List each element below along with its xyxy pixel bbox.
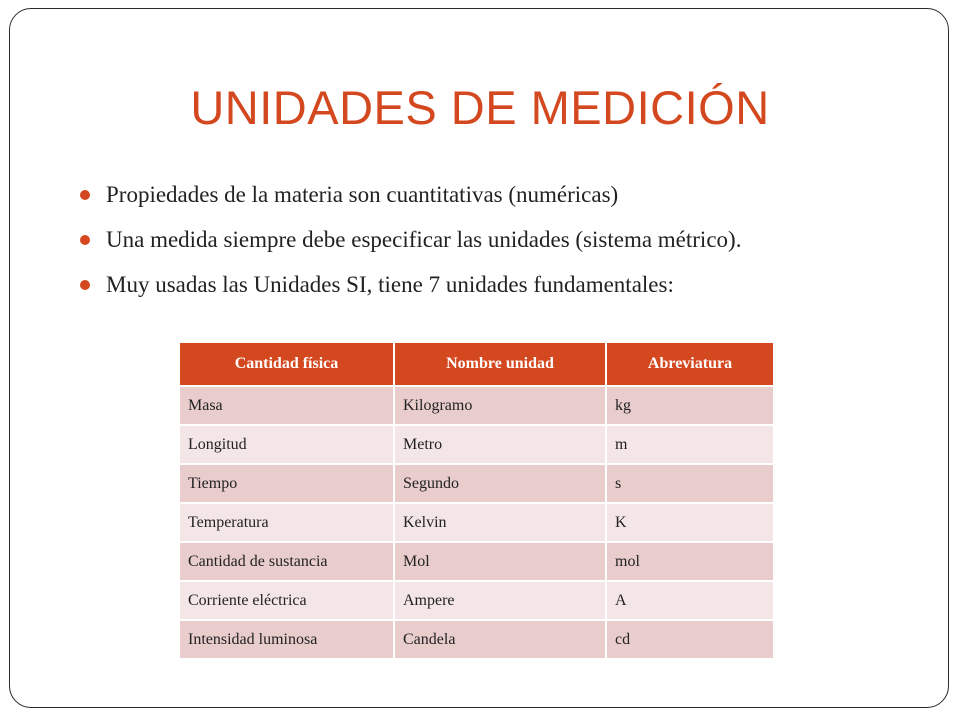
bullet-list	[80, 180, 741, 315]
cell-unit-name: Metro	[394, 425, 606, 464]
cell-unit-name: Candela	[394, 620, 606, 658]
cell-quantity: Masa	[180, 386, 394, 425]
cell-abbreviation: kg	[606, 386, 773, 425]
table-row	[180, 464, 773, 503]
cell-abbreviation: mol	[606, 542, 773, 581]
si-units-table	[180, 343, 773, 658]
cell-abbreviation: s	[606, 464, 773, 503]
bullet-text: Propiedades de la materia son cuantitativas (numéricas)	[106, 182, 619, 207]
cell-quantity: Intensidad luminosa	[180, 620, 394, 658]
table-row	[180, 542, 773, 581]
table-row	[180, 386, 773, 425]
cell-unit-name: Segundo	[394, 464, 606, 503]
table-row	[180, 425, 773, 464]
table-header-row	[180, 343, 773, 386]
bullet-text: Una medida siempre debe especificar las unidades (sistema métrico).	[106, 227, 742, 252]
cell-abbreviation: m	[606, 425, 773, 464]
cell-abbreviation: K	[606, 503, 773, 542]
bullet-item	[80, 180, 741, 225]
table-row	[180, 503, 773, 542]
cell-quantity: Corriente eléctrica	[180, 581, 394, 620]
slide-title: UNIDADES DE MEDICIÓN	[190, 81, 770, 134]
cell-quantity: Cantidad de sustancia	[180, 542, 394, 581]
bullet-dot-icon	[80, 280, 90, 290]
cell-quantity: Longitud	[180, 425, 394, 464]
cell-unit-name: Kelvin	[394, 503, 606, 542]
bullet-text: Muy usadas las Unidades SI, tiene 7 unidades fundamentales:	[106, 272, 674, 297]
table-row	[180, 581, 773, 620]
bullet-item	[80, 225, 741, 270]
cell-quantity: Temperatura	[180, 503, 394, 542]
cell-quantity: Tiempo	[180, 464, 394, 503]
bullet-dot-icon	[80, 190, 90, 200]
header-abbreviation: Abreviatura	[606, 343, 773, 386]
cell-abbreviation: A	[606, 581, 773, 620]
bullet-dot-icon	[80, 235, 90, 245]
cell-unit-name: Kilogramo	[394, 386, 606, 425]
header-unit-name: Nombre unidad	[394, 343, 606, 386]
header-quantity: Cantidad física	[180, 343, 394, 386]
bullet-item	[80, 270, 741, 315]
cell-unit-name: Ampere	[394, 581, 606, 620]
cell-unit-name: Mol	[394, 542, 606, 581]
table-row	[180, 620, 773, 658]
cell-abbreviation: cd	[606, 620, 773, 658]
